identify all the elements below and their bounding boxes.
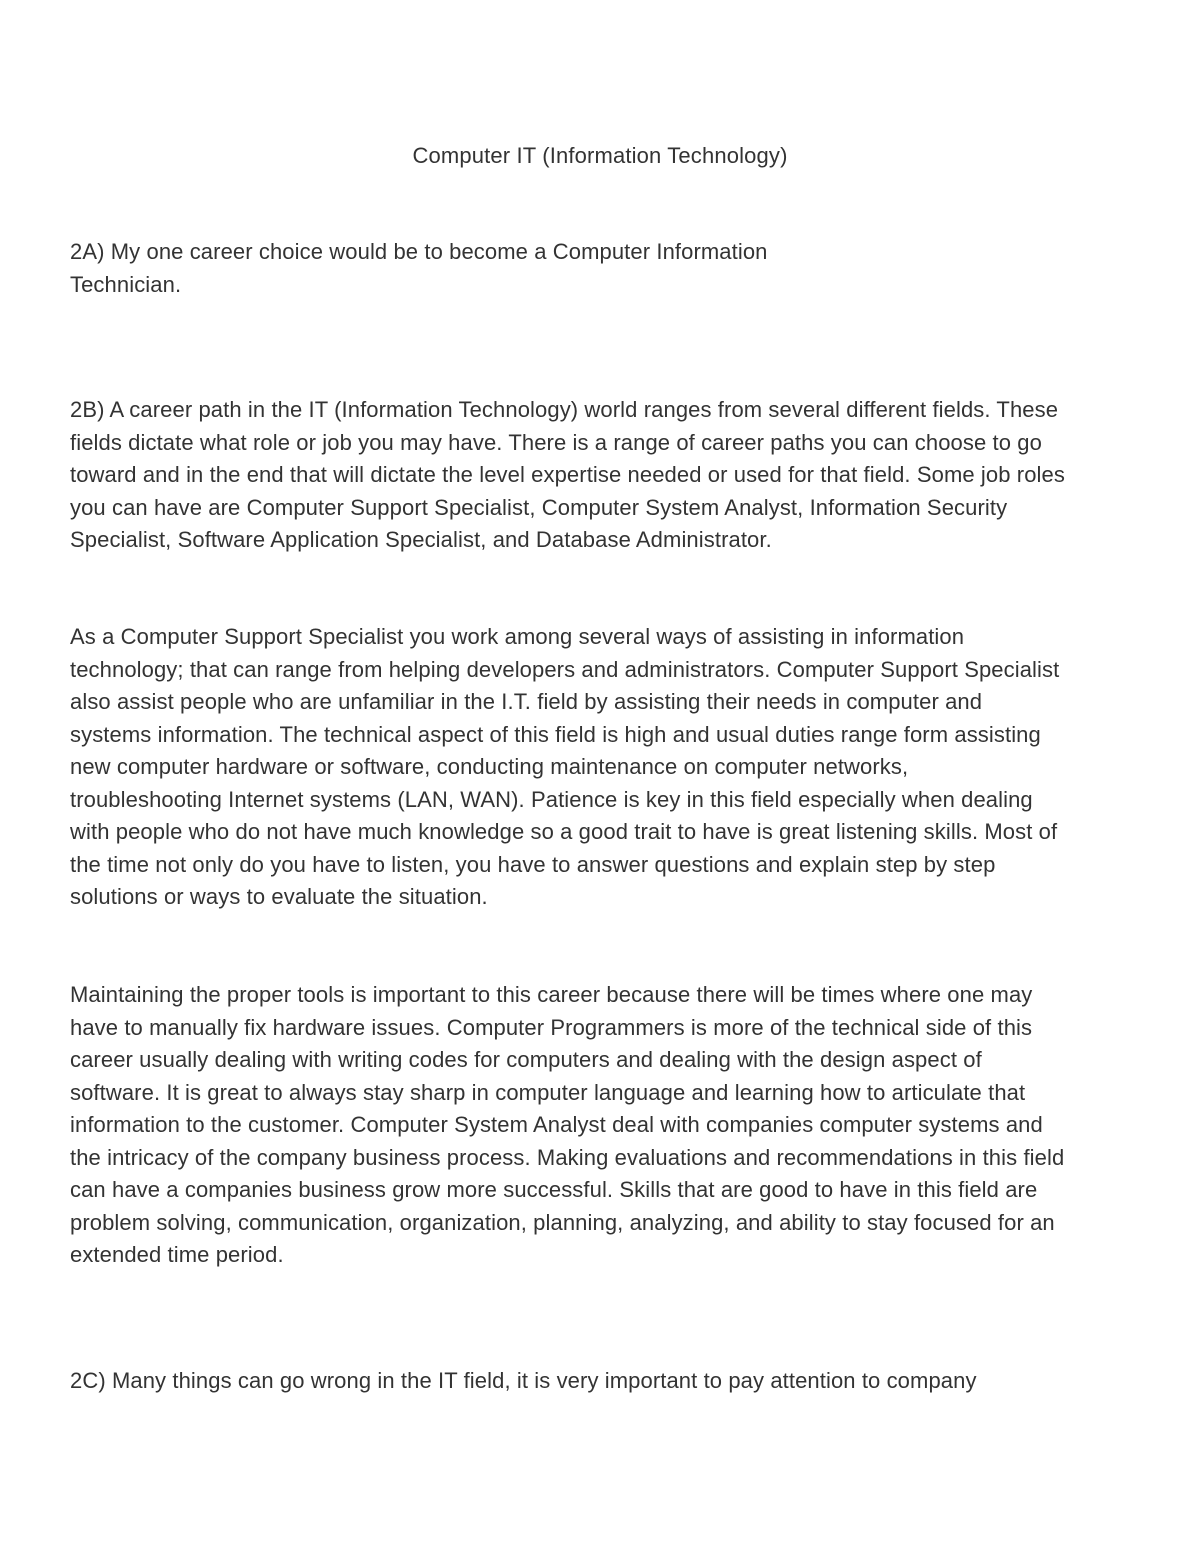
paragraph-2a-career-choice: 2A) My one career choice would be to become a Computer Information Technician. [70,239,768,297]
document-title: Computer IT (Information Technology) [412,143,788,168]
paragraph-maintaining-tools: Maintaining the proper tools is important to this career because there will be times where one may have to manually fix hardware issues. Computer Programmers is more of the technical side of this career usually dealing with writing codes for computers and dealing with the design aspect of software. It is great to always stay sharp in computer language and learning how to articulate that information to the customer. Computer System Analyst deal with companies computer systems and the intricacy of the company business process. Making evaluations and recommendations in this field can have a companies business grow more successful. Skills that are good to have in this field are problem solving, communication, organization, planning, analyzing, and ability to stay focused for an extended time period. [70,982,1065,1267]
paragraph-computer-support-specialist: As a Computer Support Specialist you work among several ways of assisting in information technology; that can range from helping developers and administrators. Computer Support Specialist also assist people who are unfamiliar in the I.T. field by assisting their needs in computer and systems information. The technical aspect of this field is high and usual duties range form assisting new computer hardware or software, conducting maintenance on computer networks, troubleshooting Internet systems (LAN, WAN). Patience is key in this field especially when dealing with people who do not have much knowledge so a good trait to have is great listening skills. Most of the time not only do you have to listen, you have to answer questions and explain step by step solutions or ways to evaluate the situation. [70,624,1060,909]
paragraph-2c-what-can-go-wrong: 2C) Many things can go wrong in the IT field, it is very important to pay attention to company [70,1368,977,1393]
paragraph-2b-career-path: 2B) A career path in the IT (Information Technology) world ranges from several different fields. These fields dictate what role or job you may have. There is a range of career paths you can choose to go toward and in the end that will dictate the level expertise needed or used for that field. Some job roles you can have are Computer Support Specialist, Computer System Analyst, Information Security Specialist, Software Application Specialist, and Database Administrator. [70,397,1065,552]
